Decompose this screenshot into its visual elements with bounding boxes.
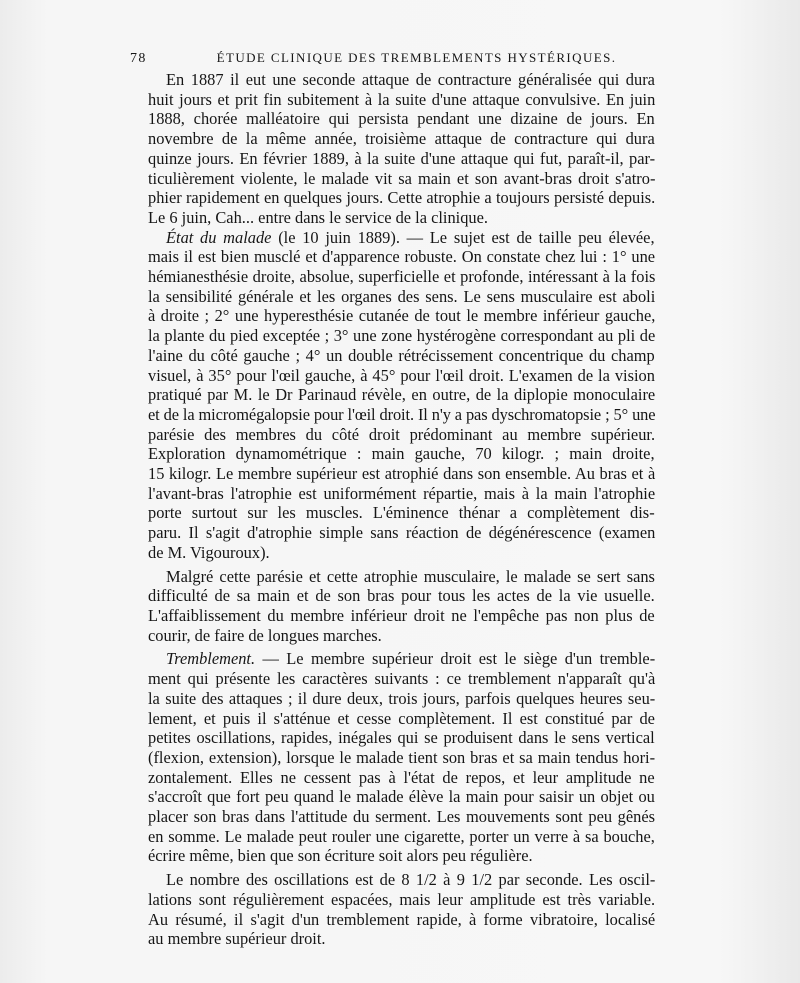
text-line: de M. Vigouroux). <box>148 542 270 562</box>
text-line: visuel, à 35° pour l'œil gauche, à 45° pour l'œil droit. L'examen de la vision <box>148 365 655 385</box>
text-line: novembre de la même année, troisième attaque de contracture qui dura <box>148 129 655 149</box>
text-line: L'affaiblissement du membre inférieur droit ne l'empêche pas non plus de <box>148 605 655 625</box>
italic-heading: Tremblement. <box>166 649 256 669</box>
paragraph <box>130 567 655 646</box>
text-line: lement, et puis il s'atténue et cesse complètement. Il est constitué par de <box>148 708 655 728</box>
text-line: s'accroît que fort peu quand le malade élève la main pour saisir un objet ou <box>148 787 655 807</box>
text-line: au membre supérieur droit. <box>148 929 326 949</box>
body-text <box>130 70 655 949</box>
text-line: parésie des membres du côté droit prédominant au membre supérieur. <box>148 424 656 444</box>
running-title: ÉTUDE CLINIQUE DES TREMBLEMENTS HYSTÉRIQUES. <box>216 50 617 65</box>
text-line: à droite ; 2° une hyperesthésie cutanée de tout le membre inférieur gauche, <box>148 306 656 326</box>
text-line: la plante du pied exceptée ; 3° une zone hystérogène correspondant au pli de <box>148 326 656 346</box>
paragraph <box>130 870 655 949</box>
running-header <box>130 50 655 67</box>
text-line: en somme. Le malade peut rouler une cigarette, porter un verre à sa bouche, <box>148 826 655 846</box>
text-line: Exploration dynamométrique : main gauche, 70 kilogr. ; main droite, <box>148 444 655 464</box>
text-line: phier rapidement en quelques jours. Cette atrophie a toujours persisté depuis. <box>148 188 656 208</box>
text-line: lations sont régulièrement espacées, mais leur amplitude est très variable. <box>148 889 656 909</box>
text-line: Malgré cette parésie et cette atrophie musculaire, le malade se sert sans <box>166 566 655 586</box>
text-line: l'aine du côté gauche ; 4° un double rétrécissement concentrique du champ <box>148 345 655 365</box>
italic-heading: État du malade <box>166 227 272 247</box>
text-line: placer son bras dans l'attitude du serment. Les mouvements sont peu gênés <box>148 807 655 827</box>
paragraph <box>130 70 655 228</box>
text-line: quinze jours. En février 1889, à la suite d'une attaque qui fut, paraît-il, par- <box>148 148 656 168</box>
text-line: pratiqué par M. le Dr Parinaud révèle, en outre, de la diplopie monoculaire <box>148 385 656 405</box>
text-line: l'avant-bras l'atrophie est uniformément répartie, mais à la main l'atrophie <box>148 483 656 503</box>
text-line: (flexion, extension), lorsque le malade tient son bras et sa main tendus hori- <box>148 747 656 767</box>
text-line: mais il est bien musclé et d'apparence robuste. On constate chez lui : 1° une <box>148 247 656 267</box>
text-line: Le 6 juin, Cah... entre dans le service de la clinique. <box>148 207 488 227</box>
text-fragment: — Le membre supérieur droit est le siège d'un tremble- <box>255 649 656 669</box>
text-line: porte surtout sur les muscles. L'éminence thénar a complètement dis- <box>148 503 655 523</box>
text-line: la suite des attaques ; il dure deux, trois jours, parfois quelques heures seu- <box>148 688 656 708</box>
text-line: ment qui présente les caractères suivants : ce tremblement n'apparaît qu'à <box>148 669 656 689</box>
text-line: la sensibilité générale et les organes des sens. Le sens musculaire est aboli <box>148 286 656 306</box>
text-line <box>130 649 655 669</box>
text-line: hémianesthésie droite, absolue, superficielle et profonde, intéressant à la fois <box>148 267 656 287</box>
text-line: écrire même, bien que son écriture soit alors peu régulière. <box>148 846 533 866</box>
text-line: Le nombre des oscillations est de 8 1/2 à 9 1/2 par seconde. Les oscil- <box>166 870 656 890</box>
text-line: zontalement. Elles ne cessent pas à l'état de repos, et leur amplitude ne <box>148 767 655 787</box>
text-line <box>130 228 655 248</box>
text-line: et de la micromégalopsie pour l'œil droit. Il n'y a pas dyschromatopsie ; 5° une <box>148 404 656 424</box>
paragraph <box>130 649 655 866</box>
paragraph <box>130 228 655 563</box>
text-line: En 1887 il eut une seconde attaque de contracture généralisée qui dura <box>166 70 655 89</box>
text-line: petites oscillations, rapides, inégales qui se produisent dans le sens vertical <box>148 728 655 748</box>
text-line: ticulièrement violente, le malade vit sa main et son avant-bras droit s'atro- <box>148 168 656 188</box>
text-line: paru. Il s'agit d'atrophie simple sans réaction de dégénérescence (examen <box>148 523 656 543</box>
text-line: courir, de faire de longues marches. <box>148 625 382 645</box>
text-line: Au résumé, il s'agit d'un tremblement rapide, à forme vibratoire, localisé <box>148 909 656 929</box>
text-line: difficulté de sa main et de son bras pour tous les actes de la vie usuelle. <box>148 586 655 606</box>
text-line: huit jours et prit fin subitement à la suite d'une attaque convulsive. En juin <box>148 89 656 109</box>
page-number: 78 <box>130 51 147 66</box>
text-line: 1888, chorée malléatoire qui persista pendant une dizaine de jours. En <box>148 109 655 129</box>
text-fragment: (le 10 juin 1889). — Le sujet est de taille peu élevée, <box>271 227 655 247</box>
text-line: 15 kilogr. Le membre supérieur est atrophié dans son ensemble. Au bras et à <box>148 464 656 484</box>
